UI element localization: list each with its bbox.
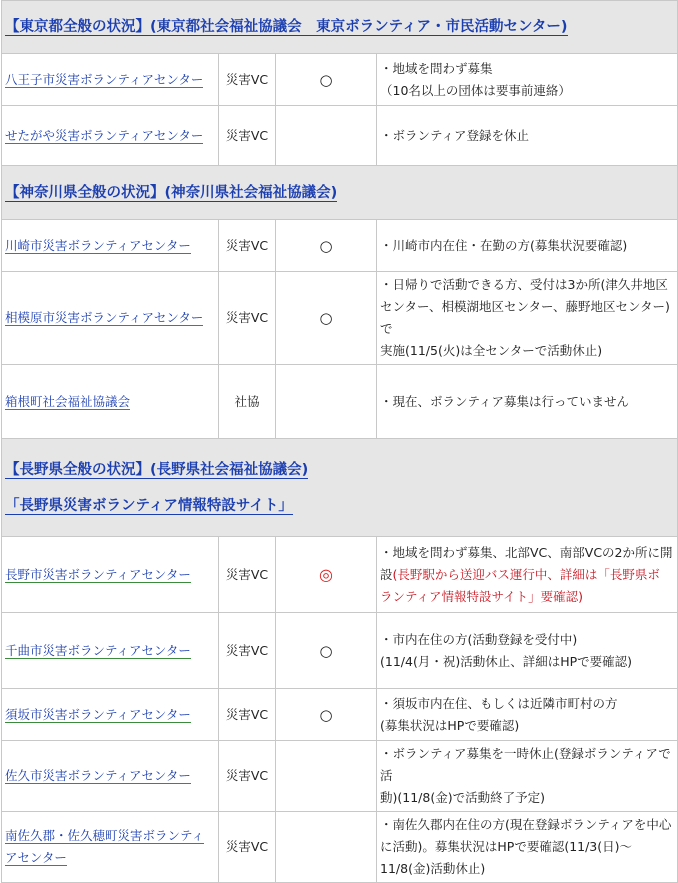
note-line: ・市内在住の方(活動登録を受付中) (380, 631, 578, 647)
note-line: に活動)。募集状況はHPで要確認(11/3(日)～ (380, 839, 633, 854)
note-line: (募集状況はHPで要確認) (380, 717, 520, 733)
table-row (2, 812, 678, 883)
recruit-status-mark (276, 365, 377, 439)
recruit-status-mark (276, 741, 377, 812)
center-name-cell (2, 106, 219, 166)
note-line: ・地域を問わず募集 (380, 60, 493, 76)
note-line: ・現在、ボランティア募集は行っていません (380, 393, 630, 409)
note-line: 実施(11/5(火)は全センターで活動休止) (380, 343, 603, 358)
notes-cell (377, 365, 678, 439)
notes-cell (377, 220, 678, 272)
center-name-cell (2, 272, 219, 365)
note-line-red: ランティア情報特設サイト」要確認) (380, 588, 584, 604)
section-header (2, 166, 678, 220)
notes-cell (377, 537, 678, 613)
center-name-cell (2, 220, 219, 272)
center-name-cell (2, 812, 219, 883)
recruit-status-mark (276, 812, 377, 883)
center-type: 災害VC (219, 812, 276, 883)
center-type: 災害VC (219, 272, 276, 365)
note-line: ・地域を問わず募集、北部VC、南部VCの2か所に開 (380, 544, 673, 560)
special-site-link[interactable]: 「長野県災害ボランティア情報特設サイト」 (5, 497, 293, 514)
notes-cell (377, 812, 678, 883)
notes-cell (377, 689, 678, 741)
center-name-link[interactable]: 佐久市災害ボランティアセンター (5, 768, 191, 783)
double-circle-mark: ◎ (319, 564, 333, 584)
table-row (2, 54, 678, 106)
center-type: 災害VC (219, 741, 276, 812)
center-name-link[interactable]: 南佐久郡・佐久穂町災害ボランティアセンター (5, 828, 205, 865)
center-type: 社協 (219, 365, 276, 439)
center-name-link[interactable]: 八王子市災害ボランティアセンター (5, 71, 204, 87)
note-line: （10名以上の団体は要事前連絡） (380, 82, 571, 98)
center-type: 災害VC (219, 537, 276, 613)
section-heading-link[interactable]: 【東京都全般の状況】(東京都社会福祉協議会 東京ボランティア・市民活動センター) (5, 19, 568, 35)
notes-cell (377, 272, 678, 365)
note-line: ・川崎市内在住・在勤の方(募集状況要確認) (380, 237, 628, 253)
center-type: 災害VC (219, 106, 276, 166)
table-row (2, 689, 678, 741)
section-header-row (2, 1, 678, 54)
recruit-status-mark (276, 613, 377, 689)
center-name-link[interactable]: 川崎市災害ボランティアセンター (5, 237, 191, 253)
center-name-link[interactable]: 長野市災害ボランティアセンター (5, 566, 191, 582)
section-heading-link[interactable]: 【長野県全般の状況】(長野県社会福祉協議会) (5, 461, 309, 478)
recruit-status-mark (276, 689, 377, 741)
note-line: (11/4(月・祝)活動休止、詳細はHPで要確認) (380, 653, 633, 669)
notes-cell (377, 741, 678, 812)
note-line: 設 (380, 566, 393, 582)
center-name-cell (2, 365, 219, 439)
center-type: 災害VC (219, 54, 276, 106)
notes-cell (377, 613, 678, 689)
notes-cell (377, 54, 678, 106)
note-line: ・ボランティア募集を一時休止(登録ボランティアで活 (380, 746, 671, 783)
center-type: 災害VC (219, 220, 276, 272)
recruit-status-mark (276, 54, 377, 106)
section-header-row (2, 166, 678, 220)
circle-mark: ○ (319, 70, 333, 89)
circle-mark: ○ (319, 236, 333, 255)
note-line: ・須坂市内在住、もしくは近隣市町村の方 (380, 695, 618, 711)
table-row (2, 365, 678, 439)
note-line-red: (長野駅から送迎バス運行中、詳細は「長野県ボ (392, 566, 660, 582)
recruit-status-mark (276, 106, 377, 166)
table-row (2, 741, 678, 812)
center-name-cell (2, 741, 219, 812)
center-type: 災害VC (219, 689, 276, 741)
note-line: ・南佐久郡内在住の方(現在登録ボランティアを中心 (380, 817, 672, 832)
circle-mark: ○ (319, 705, 333, 724)
note-line: 11/8(金)活動休止) (380, 861, 486, 876)
center-name-link[interactable]: 千曲市災害ボランティアセンター (5, 642, 191, 658)
center-name-cell (2, 613, 219, 689)
center-type: 災害VC (219, 613, 276, 689)
note-line: センター、相模湖地区センター、藤野地区センター)で (380, 299, 670, 336)
note-line: 動)(11/8(金)で活動終了予定) (380, 790, 545, 805)
section-heading-link[interactable]: 【神奈川県全般の状況】(神奈川県社会福祉協議会) (5, 184, 338, 201)
table-row (2, 537, 678, 613)
center-name-link[interactable]: 須坂市災害ボランティアセンター (5, 706, 191, 722)
notes-cell (377, 106, 678, 166)
center-name-link[interactable]: せたがや災害ボランティアセンター (5, 127, 204, 143)
section-header-row (2, 439, 678, 537)
recruit-status-mark (276, 537, 377, 613)
center-name-link[interactable]: 相模原市災害ボランティアセンター (5, 310, 204, 325)
center-name-link[interactable]: 箱根町社会福祉協議会 (5, 393, 131, 409)
table-row (2, 613, 678, 689)
center-name-cell (2, 537, 219, 613)
circle-mark: ○ (319, 641, 333, 660)
table-body (2, 1, 678, 883)
note-line: ・ボランティア登録を休止 (380, 127, 530, 143)
section-header (2, 439, 678, 537)
note-line: ・日帰りで活動できる方、受付は3か所(津久井地区 (380, 277, 668, 292)
recruit-status-mark (276, 220, 377, 272)
table-row (2, 272, 678, 365)
table-row (2, 106, 678, 166)
recruit-status-mark (276, 272, 377, 365)
section-header (2, 1, 678, 54)
table-row (2, 220, 678, 272)
center-name-cell (2, 689, 219, 741)
center-name-cell (2, 54, 219, 106)
circle-mark: ○ (319, 309, 333, 327)
volunteer-center-table (1, 0, 678, 883)
